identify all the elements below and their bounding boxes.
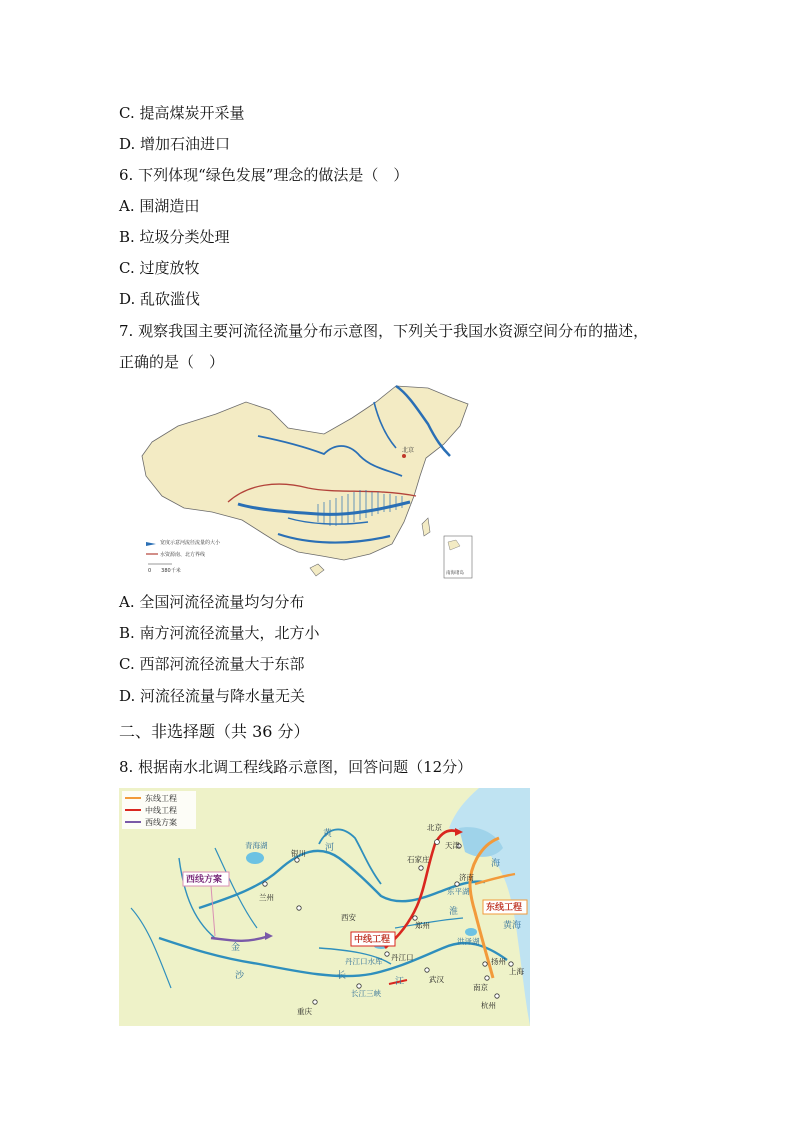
map2-dongping-lake: 东平湖 bbox=[447, 887, 470, 896]
map2-hangzhou: 杭州 bbox=[481, 1001, 496, 1010]
map2-shijiazhuang: 石家庄 bbox=[407, 855, 430, 864]
map2-label-middle: 中线工程 bbox=[354, 935, 391, 945]
map1-inset-label: 南海诸岛 bbox=[446, 571, 464, 576]
q6-option-b: B. 垃圾分类处理 bbox=[119, 228, 230, 246]
q7-stem-line2: 正确的是（ ） bbox=[119, 353, 225, 371]
q7-option-c: C. 西部河流径流量大于东部 bbox=[119, 655, 305, 673]
map2-jinan: 济南 bbox=[459, 873, 474, 882]
map2-hongze-lake: 洪泽湖 bbox=[457, 937, 480, 946]
china-runoff-map bbox=[138, 384, 474, 581]
map2-river-chang: 长 bbox=[337, 971, 347, 981]
q5-option-c: C. 提高煤炭开采量 bbox=[119, 104, 245, 122]
map2-qinghai-lake: 青海湖 bbox=[245, 841, 268, 850]
q7-stem-line1: 7. 观察我国主要河流径流量分布示意图，下列关于我国水资源空间分布的描述， bbox=[119, 322, 649, 340]
map2-chongqing: 重庆 bbox=[297, 1007, 312, 1016]
map2-lanzhou: 兰州 bbox=[259, 893, 274, 902]
map2-tianjin: 天津 bbox=[445, 841, 460, 850]
map2-wuhan: 武汉 bbox=[429, 975, 444, 984]
map2-yinchuan: 银川 bbox=[291, 849, 306, 858]
water-diversion-map bbox=[119, 788, 530, 1026]
q6-stem: 6. 下列体现“绿色发展”理念的做法是（ ） bbox=[119, 166, 409, 184]
map1-scale: 0 380千米 bbox=[148, 568, 181, 574]
map2-river-huang: 黄 bbox=[323, 829, 333, 839]
map2-river-jin: 金 bbox=[231, 943, 241, 953]
map2-legend-east: 东线工程 bbox=[145, 794, 177, 803]
map2-beijing: 北京 bbox=[427, 823, 442, 832]
map2-danjiangkou: 丹江口 bbox=[391, 953, 414, 962]
map2-river-jiang: 江 bbox=[395, 977, 405, 987]
map2-danjiangkou-reservoir: 丹江口水库 bbox=[345, 957, 383, 966]
map1-legend-width: 宽度示意河流径流量的大小 bbox=[160, 540, 221, 546]
q7-option-d: D. 河流径流量与降水量无关 bbox=[119, 687, 306, 705]
q7-option-a: A. 全国河流径流量均匀分布 bbox=[119, 593, 305, 611]
q6-option-d: D. 乱砍滥伐 bbox=[119, 290, 201, 308]
map2-yellow-sea: 黄海 bbox=[503, 921, 522, 931]
map2-legend-middle: 中线工程 bbox=[145, 806, 177, 815]
map2-shanghai: 上海 bbox=[509, 967, 524, 976]
map2-label-west: 西线方案 bbox=[186, 875, 223, 885]
map2-river-he: 河 bbox=[325, 843, 335, 853]
q6-option-c: C. 过度放牧 bbox=[119, 259, 200, 277]
q6-option-a: A. 围湖造田 bbox=[119, 197, 200, 215]
map2-label-east: 东线工程 bbox=[486, 903, 523, 913]
map2-river-huai: 淮 bbox=[449, 907, 459, 917]
map2-yangzhou: 扬州 bbox=[491, 957, 506, 966]
map2-legend-west: 西线方案 bbox=[145, 818, 177, 827]
map2-xian: 西安 bbox=[341, 913, 356, 922]
map1-legend-boundary: 水资源南、北方界线 bbox=[160, 552, 206, 558]
map2-river-sha: 沙 bbox=[235, 971, 245, 981]
map2-nanjing: 南京 bbox=[473, 983, 488, 992]
map2-three-gorges: 长江三峡 bbox=[351, 989, 381, 998]
q7-option-b: B. 南方河流径流量大，北方小 bbox=[119, 624, 320, 642]
q5-option-d: D. 增加石油进口 bbox=[119, 135, 231, 153]
map2-zhengzhou: 郑州 bbox=[415, 921, 430, 930]
q8-stem: 8. 根据南水北调工程线路示意图，回答问题（12分） bbox=[119, 758, 473, 776]
section-2-title: 二、非选择题（共 36 分） bbox=[119, 722, 310, 741]
map1-beijing-label: 北京 bbox=[402, 447, 415, 454]
map2-sea-hai: 海 bbox=[491, 859, 501, 869]
